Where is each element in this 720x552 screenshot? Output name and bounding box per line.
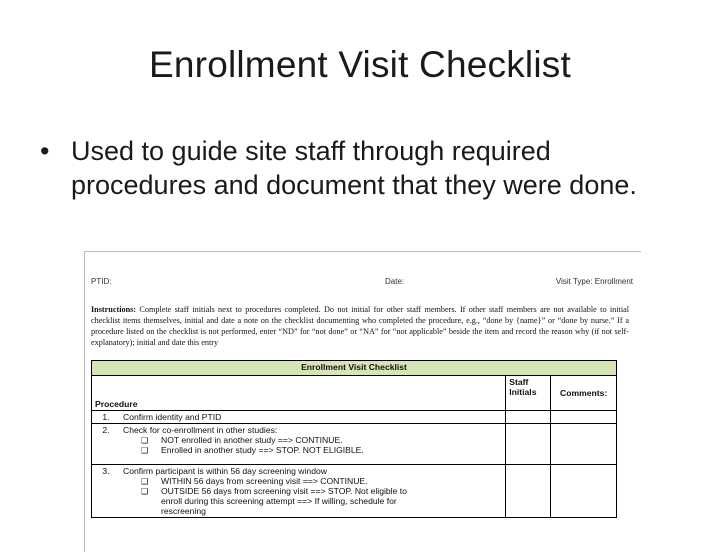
visit-type-label: Visit Type: Enrollment [555, 277, 633, 286]
date-label: Date: [385, 277, 405, 286]
row-number: 1. [92, 411, 121, 424]
comments-cell[interactable] [551, 465, 617, 518]
option-continuation: rescreening [161, 506, 206, 516]
option-continuation: enroll during this screening attempt ==> If willing, schedule for [161, 496, 397, 506]
table-row [92, 424, 617, 465]
staff-initials-cell[interactable] [506, 465, 551, 518]
checkbox-icon[interactable]: ❑ [141, 446, 149, 455]
row-number: 2. [92, 424, 121, 465]
checklist-document-image [84, 251, 641, 552]
instructions-text: Complete staff initials next to procedures completed. Do not initial for other staff members. If other staff members are not available to initial checklist items themselves, initial and date a note on the checklist documenting who completed the procedure, e.g., “done by {name}” or “done by nurse.” If a procedure listed on the checklist is not performed, enter “ND” for “not done” or “NA” for “not applicable” beside the item and record the reason why (if not self-explanatory); initial and date this entry [91, 305, 629, 347]
checklist-table [91, 360, 617, 518]
bullet-marker: • [40, 136, 50, 166]
option-line [123, 445, 502, 455]
ptid-label: PTID: [91, 277, 112, 286]
row-procedure [120, 465, 506, 518]
col-comments: Comments: [551, 376, 617, 411]
instructions-label: Instructions: [91, 305, 137, 314]
staff-initials-cell[interactable] [506, 411, 551, 424]
row-number: 3. [92, 465, 121, 518]
table-row [92, 465, 617, 518]
table-banner-row [92, 361, 617, 376]
table-banner: Enrollment Visit Checklist [92, 361, 617, 376]
checkbox-icon[interactable]: ❑ [141, 487, 149, 496]
row-procedure: Confirm identity and PTID [120, 411, 506, 424]
option-line [123, 435, 502, 445]
slide-title: Enrollment Visit Checklist [149, 44, 571, 85]
option-line [123, 476, 502, 486]
document-header [85, 252, 641, 286]
row-procedure [120, 424, 506, 465]
procedure-text: Confirm participant is within 56 day screening window [123, 466, 327, 476]
option-text: Enrolled in another study ==> STOP. NOT ELIGIBLE. [161, 445, 364, 455]
col-procedure: Procedure [92, 376, 506, 411]
instructions [91, 304, 629, 348]
col-staff-initials: Staff Initials [506, 376, 551, 411]
bullet-point [40, 134, 640, 202]
staff-initials-cell[interactable] [506, 424, 551, 465]
option-text: OUTSIDE 56 days from screening visit ==> STOP. Not eligible to [161, 486, 407, 496]
checkbox-icon[interactable]: ❑ [141, 436, 149, 445]
procedure-text: Check for co-enrollment in other studies: [123, 425, 278, 435]
bullet-text: Used to guide site staff through required procedures and document that they were done. [71, 136, 637, 200]
comments-cell[interactable] [551, 411, 617, 424]
option-text: WITHIN 56 days from screening visit ==> CONTINUE. [161, 476, 368, 486]
comments-cell[interactable] [551, 424, 617, 465]
option-text: NOT enrolled in another study ==> CONTINUE. [161, 435, 343, 445]
table-row [92, 411, 617, 424]
option-line [123, 486, 502, 496]
checkbox-icon[interactable]: ❑ [141, 477, 149, 486]
table-header-row [92, 376, 617, 411]
